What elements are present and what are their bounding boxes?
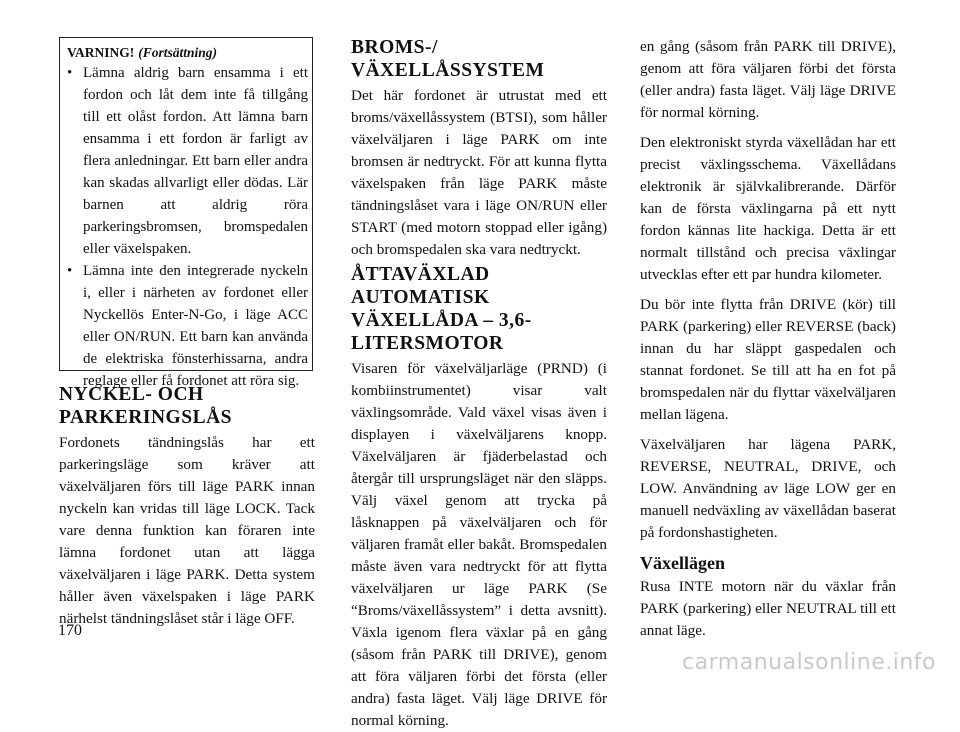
text-atta: Visaren för växelväljarläge (PRND) (i kombiinstrumentet) visar valt växlingsområde. Vald växel visas även i displayen i växelväljarens knopp. Växelväljaren är fjäderbelastad och återgår till ursprungsläget när den släpps. Välj växel genom att trycka på låsknappen på växelväljaren och för väljaren framåt eller bakåt. Bromspedalen måste även vara nedtryckt för att flytta växelväljaren ur läge PARK (Se “Broms/växellåssystem” i detta avsnitt). Växla igenom flera växlar på en gång (såsom från PARK till DRIVE), genom att föra väljaren förbi det första (eller andra) fasta läget. Välj läge DRIVE för normal körning. <box>351 360 607 729</box>
text-vaxellagen: Rusa INTE motorn när du växlar från PARK (parkering) eller NEUTRAL till ett annat läge. <box>640 578 896 639</box>
text-lagen: Växelväljaren har lägena PARK, REVERSE, NEUTRAL, DRIVE, och LOW. Användning av läge LOW ger en manuell nedväxling av växellådan baserat på fordonshastigheten. <box>640 436 896 541</box>
heading-broms: BROMS-/ VÄXELLÅSSYSTEM <box>351 37 545 81</box>
text-drive: Du bör inte flytta från DRIVE (kör) till PARK (parkering) eller REVERSE (back) innan du har släppt gaspedalen och stannat fordonet. Se till att ha en fot på bromspedalen när du flyttar växelväljaren mellan lägena. <box>640 296 896 423</box>
warning-item: • Lämna inte den integrerade nyckeln i, eller i närheten av fordonet eller Nyckellös Enter-N-Go, i läge ACC eller ON/RUN. Ett barn kan använda de elektriska fönsterhissarna, andra reglage eller få fordonet att röra sig. <box>64 260 308 392</box>
section-column3 <box>640 36 896 642</box>
section-atta <box>351 263 607 729</box>
page-number: 170 <box>58 622 82 639</box>
heading-vaxellagen: Växellägen <box>640 553 725 573</box>
warning-list <box>64 62 308 392</box>
bullet-icon: • <box>67 263 73 279</box>
warning-item: • Lämna aldrig barn ensamma i ett fordon och låt dem inte få tillgång till ett olåst fordon. Att lämna barn ensamma i ett fordon är farligt av flera anledningar. Ett barn eller andra kan skadas allvarligt eller dödas. Lär barnen att aldrig röra parkeringsbromsen, bromspedalen eller växelspaken. <box>64 62 308 260</box>
warning-box <box>59 37 313 389</box>
heading-nyckel: NYCKEL- OCH PARKERINGSLÅS <box>59 384 233 428</box>
bullet-icon: • <box>67 65 73 81</box>
heading-atta: ÅTTAVÄXLAD AUTOMATISK VÄXELLÅDA – 3,6-LITERSMOTOR <box>351 264 532 354</box>
watermark: carmanualsonline.info <box>682 650 936 675</box>
text-elektronik: Den elektroniskt styrda växellådan har ett precist växlingsschema. Växellådans elektronik är självkalibrerande. Därför kan de första växlingarna på ett nytt fordon kännas lite hackiga. Detta är ett normalt tillstånd och precisa växlingar utvecklas efter ett par hundra kilometer. <box>640 134 896 283</box>
warning-label: VARNING! <box>67 45 135 60</box>
section-broms <box>351 36 607 261</box>
warning-continued: (Fortsättning) <box>138 45 218 60</box>
warning-title <box>67 44 308 61</box>
text-atta-tail: en gång (såsom från PARK till DRIVE), genom att föra väljaren förbi det första (eller andra) fasta läget. Välj läge DRIVE för normal körning. <box>640 38 896 121</box>
text-broms: Det här fordonet är utrustat med ett broms/växellåssystem (BTSI), som håller växelväljaren i läge PARK om inte bromsen är nedtryckt. För att kunna flytta växelspaken från läge PARK måste tändningslåset vara i läge ON/RUN eller START (med motorn stoppad eller igång) och bromspedalen ska vara nedtryckt. <box>351 87 607 258</box>
text-nyckel: Fordonets tändningslås har ett parkeringsläge som kräver att växelväljaren förs till läge PARK innan nyckeln kan vridas till läge LOCK. Tack vare denna funktion kan föraren inte lämna fordonet utan att lägga växelväljaren i läge PARK. Detta system håller även växelspaken i läge PARK närhelst tändningslåset står i läge OFF. <box>59 434 315 627</box>
section-nyckel <box>59 383 315 630</box>
